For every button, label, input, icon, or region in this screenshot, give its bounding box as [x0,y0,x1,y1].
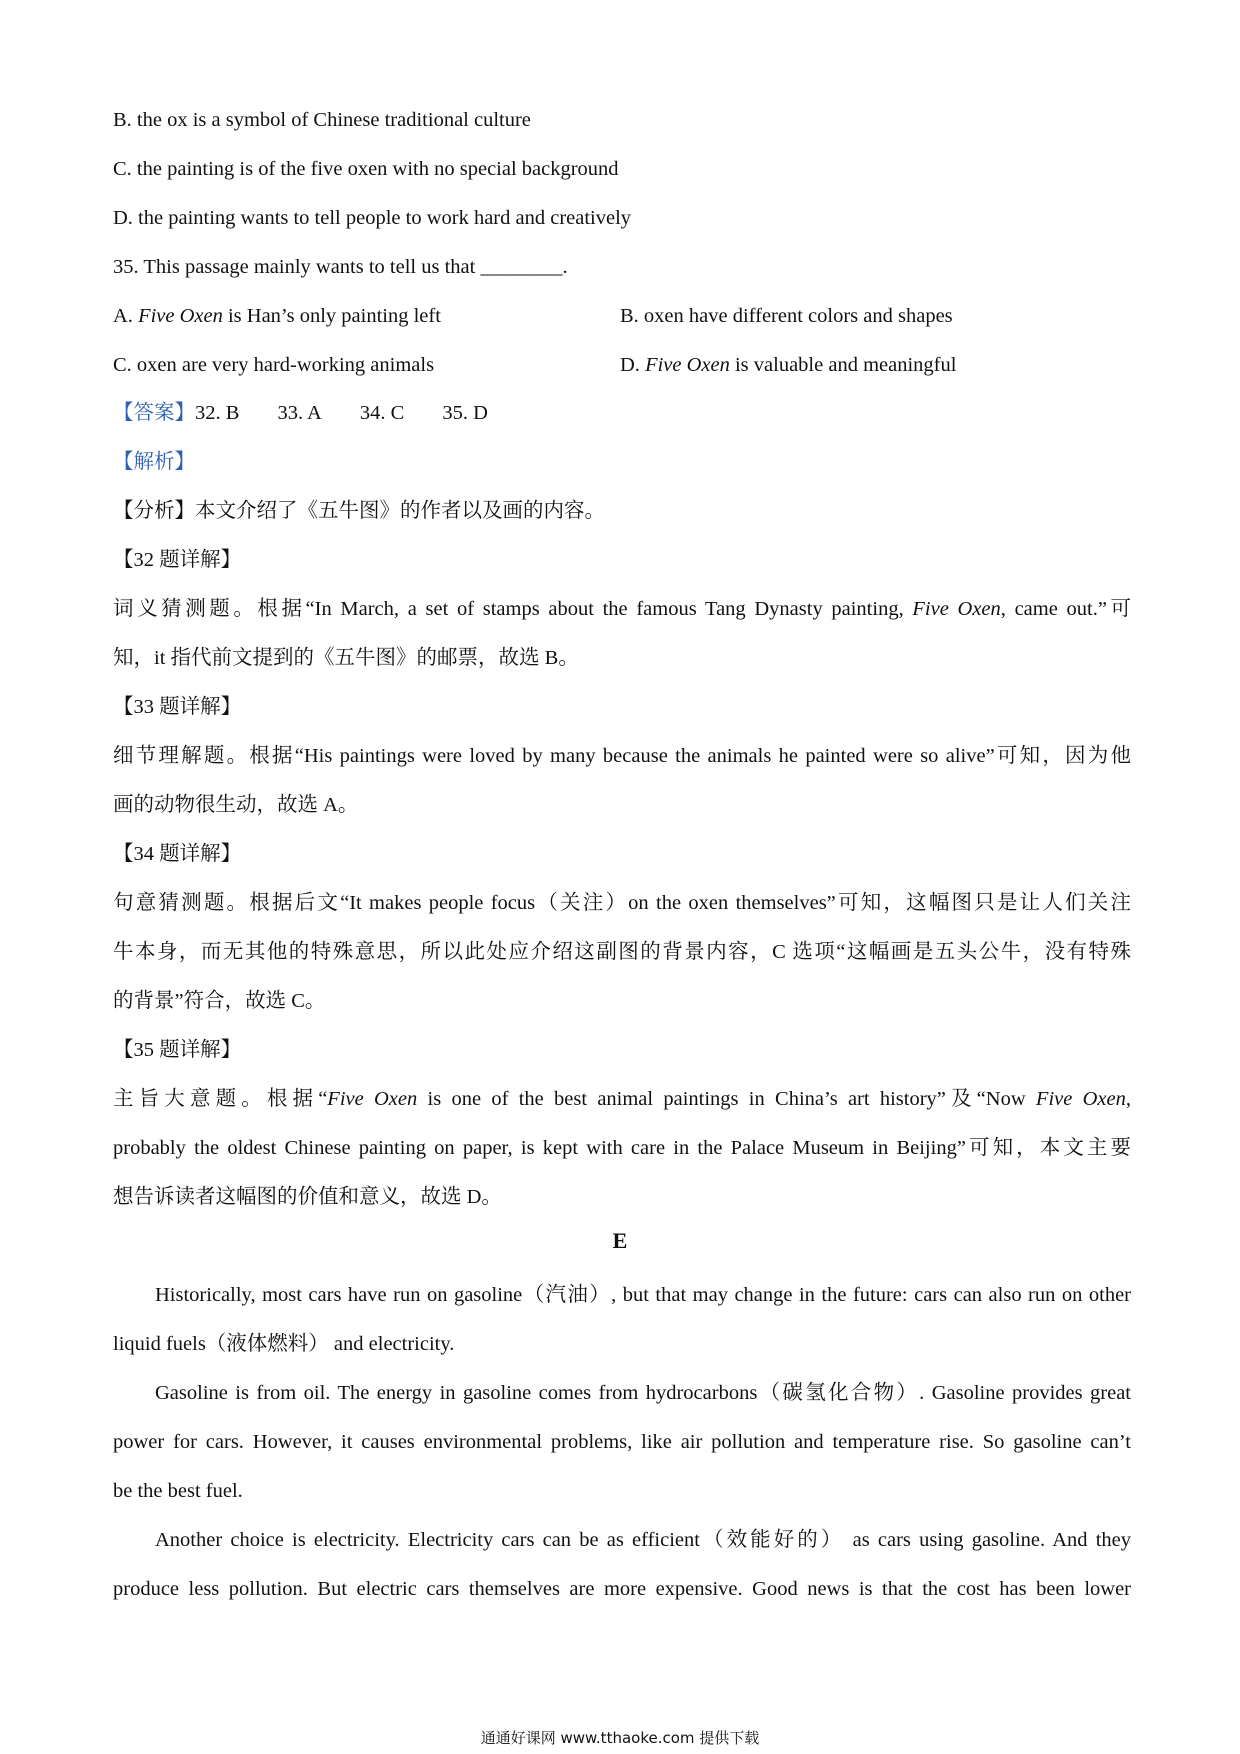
q32-heading: 【32 题详解】 [113,549,242,571]
option-b-34: B. the ox is a symbol of Chinese traditional culture [113,109,531,131]
q33-line-1: 细节理解题。根据“His paintings were loved by many because the animals he painted were so alive”可知，因为他 [113,745,1131,767]
q35-heading: 【35 题详解】 [113,1039,242,1061]
option-d-35: D. Five Oxen is valuable and meaningful [620,354,957,376]
q32-line-1: 词义猜测题。根据“In March, a set of stamps about the famous Tang Dynasty painting, Five Oxen, came out.”可 [113,598,1131,620]
option-a-35: A. Five Oxen is Han’s only painting left [113,305,441,327]
passage-e-p1-line-2: liquid fuels（液体燃料） and electricity. [113,1333,455,1355]
answer-item: 33. A [277,402,322,424]
section-e-title: E [612,1228,628,1253]
q33-heading: 【33 题详解】 [113,696,242,718]
fenxi-line: 【分析】本文介绍了《五牛图》的作者以及画的内容。 [113,500,605,522]
passage-e-p2-line-2: power for cars. However, it causes environmental problems, like air pollution and temperature rise. So gasoline can’t [113,1431,1131,1453]
q34-heading: 【34 题详解】 [113,843,242,865]
option-b-35: B. oxen have different colors and shapes [620,305,953,327]
q34-line-3: 的背景”符合，故选 C。 [113,990,326,1012]
answer-item: 34. C [359,402,405,424]
option-c-34: C. the painting is of the five oxen with no special background [113,158,619,180]
passage-e-p2-line-1: Gasoline is from oil. The energy in gasoline comes from hydrocarbons（碳氢化合物）. Gasoline provides great [155,1382,1131,1404]
footer-watermark: 通通好课网 www.tthaoke.com 提供下载 [480,1729,760,1747]
q34-line-1: 句意猜测题。根据后文“It makes people focus（关注）on the oxen themselves”可知，这幅图只是让人们关注 [113,892,1131,914]
passage-e-p1-line-1: Historically, most cars have run on gasoline（汽油）, but that may change in the future: cars can also run on other [155,1284,1131,1306]
passage-e-p3-line-1: Another choice is electricity. Electricity cars can be as efficient（效能好的） as cars using gasoline. And they [155,1529,1131,1551]
q34-line-2: 牛本身，而无其他的特殊意思，所以此处应介绍这副图的背景内容，C 选项“这幅画是五头公牛，没有特殊 [113,941,1131,963]
q33-line-2: 画的动物很生动，故选 A。 [113,794,359,816]
q35-line-3: 想告诉读者这幅图的价值和意义，故选 D。 [113,1186,502,1208]
option-c-35: C. oxen are very hard-working animals [113,354,435,376]
answer-label: 【答案】 [113,402,195,424]
answer-line [113,400,488,426]
answer-item: 32. B [195,402,240,424]
q35-line-2: probably the oldest Chinese painting on paper, is kept with care in the Palace Museum in Beijing”可知，本文主要 [113,1137,1131,1159]
passage-e-p3-line-2: produce less pollution. But electric cars themselves are more expensive. Good news is that the cost has been lower [113,1578,1131,1600]
answer-item: 35. D [442,402,488,424]
passage-e-p2-line-3: be the best fuel. [113,1480,243,1502]
q32-line-2: 知，it 指代前文提到的《五牛图》的邮票，故选 B。 [113,647,579,669]
option-d-34: D. the painting wants to tell people to work hard and creatively [113,207,632,229]
q35-line-1: 主旨大意题。根据“Five Oxen is one of the best animal paintings in China’s art history”及“Now Five Oxen, [113,1088,1131,1110]
question-35-stem: 35. This passage mainly wants to tell us that ________. [113,256,568,278]
analysis-label: 【解析】 [113,451,195,473]
